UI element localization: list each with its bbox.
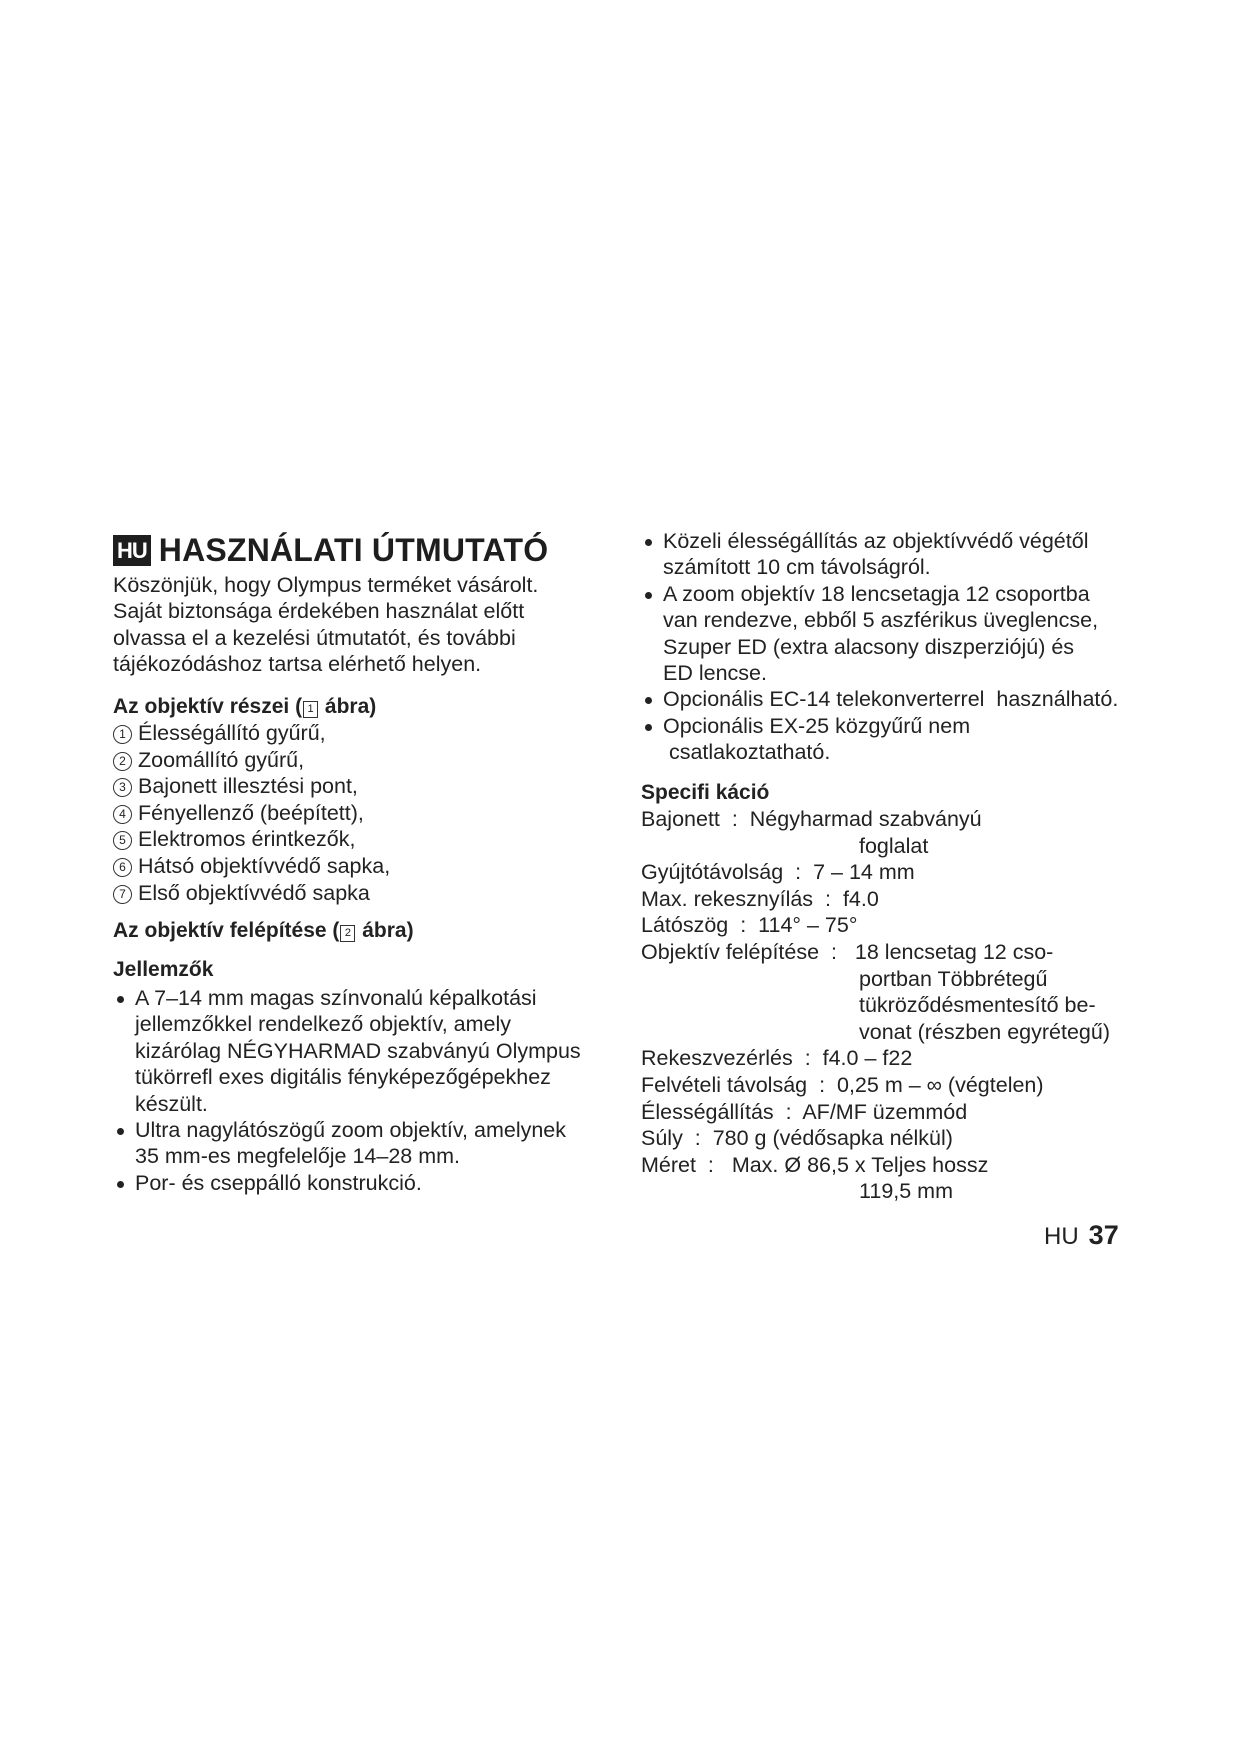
spec-separator: : [682,1126,713,1151]
figure-1-icon: 1 [303,701,318,718]
feature-line: van rendezve, ebből 5 aszférikus üveglencse, [663,608,1099,633]
intro-line: Köszönjük, hogy Olympus terméket vásárolt. [113,573,539,597]
feature-line: Ultra nagylátószögű zoom objektív, amelynek [135,1118,567,1143]
spec-row [641,939,1161,966]
spec-row [641,1045,1161,1072]
spec-value: AF/MF üzemmód [802,1099,968,1124]
parts-list [113,720,628,906]
spec-row [641,1125,1161,1152]
construction-heading-text: Az objektív felépítése ( [113,919,340,943]
spec-label: Felvételi távolság [641,1073,808,1097]
spec-continuation: portban Többrétegű [859,966,1048,991]
spec-label: Bajonett [641,807,720,832]
spec-continuation: tükröződésmentesítő be- [859,993,1096,1018]
spec-value: 780 g (védősapka nélkül) [712,1126,953,1151]
parts-item [113,720,628,747]
language-badge: HU [113,535,151,566]
feature-line: készült. [135,1091,208,1116]
feature-line: jellemzőkkel rendelkező objektív, amely [135,1012,512,1037]
spec-label: Rekeszvezérlés [641,1046,793,1071]
spec-value: Max. Ø 86,5 x Teljes hossz [731,1152,989,1177]
spec-value: f4.0 [842,886,879,911]
feature-bullet [641,581,1161,687]
spec-label: Gyújtótávolság [641,860,784,885]
spec-row [641,806,1161,833]
left-column [113,528,628,1196]
spec-row [641,1072,1161,1099]
spec-label: Max. rekesznyílás [641,886,814,911]
feature-bullet [113,1170,628,1196]
feature-line: tükörrefl exes digitális fényképezőgépekhez [135,1065,551,1090]
spec-label: Objektív felépítése [641,940,820,965]
spec-separator: : [792,1046,823,1071]
spec-continuation: vonat (részben egyrétegű) [859,1019,1110,1044]
parts-item [113,773,628,800]
spec-row [641,859,1161,886]
intro-paragraph [113,572,628,678]
parts-item-text: Élességállító gyűrű, [138,721,326,746]
spec-separator: : [719,807,750,832]
feature-bullet [113,985,628,1117]
parts-item-text: Hátsó objektívvédő sapka, [138,854,391,878]
spec-label: Súly [641,1126,683,1151]
feature-bullet [113,1117,628,1170]
parts-item-text: Első objektívvédő sapka [138,880,370,905]
spec-separator: : [773,1099,803,1124]
spec-continuation: 119,5 mm [859,1179,953,1204]
parts-heading-suffix: ábra) [319,694,377,718]
spec-separator: : [695,1152,732,1177]
spec-row [641,1152,1161,1179]
intro-line: olvassa el a kezelési útmutatót, és további [113,625,516,650]
spec-value: 114° – 75° [758,913,858,938]
feature-bullet [641,528,1161,581]
spec-heading: Specifi káció [641,780,770,804]
features-list-right [641,528,1161,766]
construction-heading [113,918,628,944]
spec-separator: : [807,1073,837,1097]
page-title: HASZNÁLATI ÚTMUTATÓ [158,531,549,568]
feature-line: számított 10 cm távolságról. [663,555,931,580]
circled-number-icon: 7 [113,885,132,904]
spec-row [641,886,1161,913]
feature-line: csatlakoztatható. [663,740,831,765]
features-heading: Jellemzők [113,957,214,981]
circled-number-icon: 2 [113,752,132,771]
page-footer [1044,1220,1119,1251]
feature-line: Közeli élességállítás az objektívvédő végétől [663,529,1089,553]
feature-line: kizárólag NÉGYHARMAD szabványú Olympus [135,1038,581,1063]
right-column [641,528,1161,1205]
title-row [113,528,628,572]
spec-value: Négyharmad szabványú [749,807,982,832]
spec-row [641,1099,1161,1126]
spec-separator: : [783,860,814,885]
intro-line: Saját biztonsága érdekében használat előtt [113,599,525,624]
parts-heading-text: Az objektív részei ( [113,694,303,718]
feature-line: 35 mm-es megfelelője 14–28 mm. [135,1144,461,1169]
parts-item-text: Zoomállító gyűrű, [138,747,305,772]
circled-number-icon: 6 [113,858,132,877]
spec-continuation: foglalat [859,833,929,858]
feature-line: ED lencse. [663,661,767,686]
spec-separator: : [728,913,759,938]
page-number: 37 [1088,1220,1119,1250]
construction-heading-suffix: ábra) [356,919,414,943]
spec-label: Látószög [641,913,729,938]
spec-value: f4.0 – f22 [822,1046,913,1071]
features-list-left [113,985,628,1196]
spec-table [641,806,1161,1205]
feature-line: A 7–14 mm magas színvonalú képalkotási [135,986,537,1010]
feature-bullet [641,713,1161,766]
parts-item [113,853,628,880]
parts-item-text: Elektromos érintkezők, [138,827,356,852]
feature-bullet [641,686,1161,712]
feature-line: Opcionális EC-14 telekonverterrel használható. [663,687,1119,712]
spec-row [641,912,1161,939]
footer-language: HU [1044,1223,1079,1250]
feature-line: Opcionális EX-25 közgyűrű nem [663,713,971,738]
spec-label: Méret [641,1152,696,1177]
parts-item-text: Bajonett illesztési pont, [138,774,358,799]
spec-separator: : [813,886,843,911]
parts-item [113,826,628,853]
parts-item-text: Fényellenző (beépített), [138,800,364,825]
feature-line: Por- és cseppálló konstrukció. [135,1170,422,1195]
circled-number-icon: 1 [113,725,132,744]
feature-line: A zoom objektív 18 lencsetagja 12 csoportba [663,581,1090,606]
parts-item [113,747,628,774]
spec-value: 7 – 14 mm [813,860,915,885]
parts-item [113,800,628,827]
spec-separator: : [819,940,855,965]
circled-number-icon: 3 [113,778,132,797]
circled-number-icon: 5 [113,831,132,850]
parts-item [113,880,628,907]
feature-line: Szuper ED (extra alacsony diszperziójú) és [663,634,1075,659]
spec-value: 18 lencsetag 12 cso- [854,940,1054,965]
circled-number-icon: 4 [113,805,132,824]
parts-heading [113,694,628,720]
intro-line: tájékozódáshoz tartsa elérhető helyen. [113,652,482,677]
spec-value: 0,25 m – ∞ (végtelen) [837,1073,1044,1097]
spec-label: Élességállítás [641,1099,774,1124]
figure-2-icon: 2 [340,925,355,942]
